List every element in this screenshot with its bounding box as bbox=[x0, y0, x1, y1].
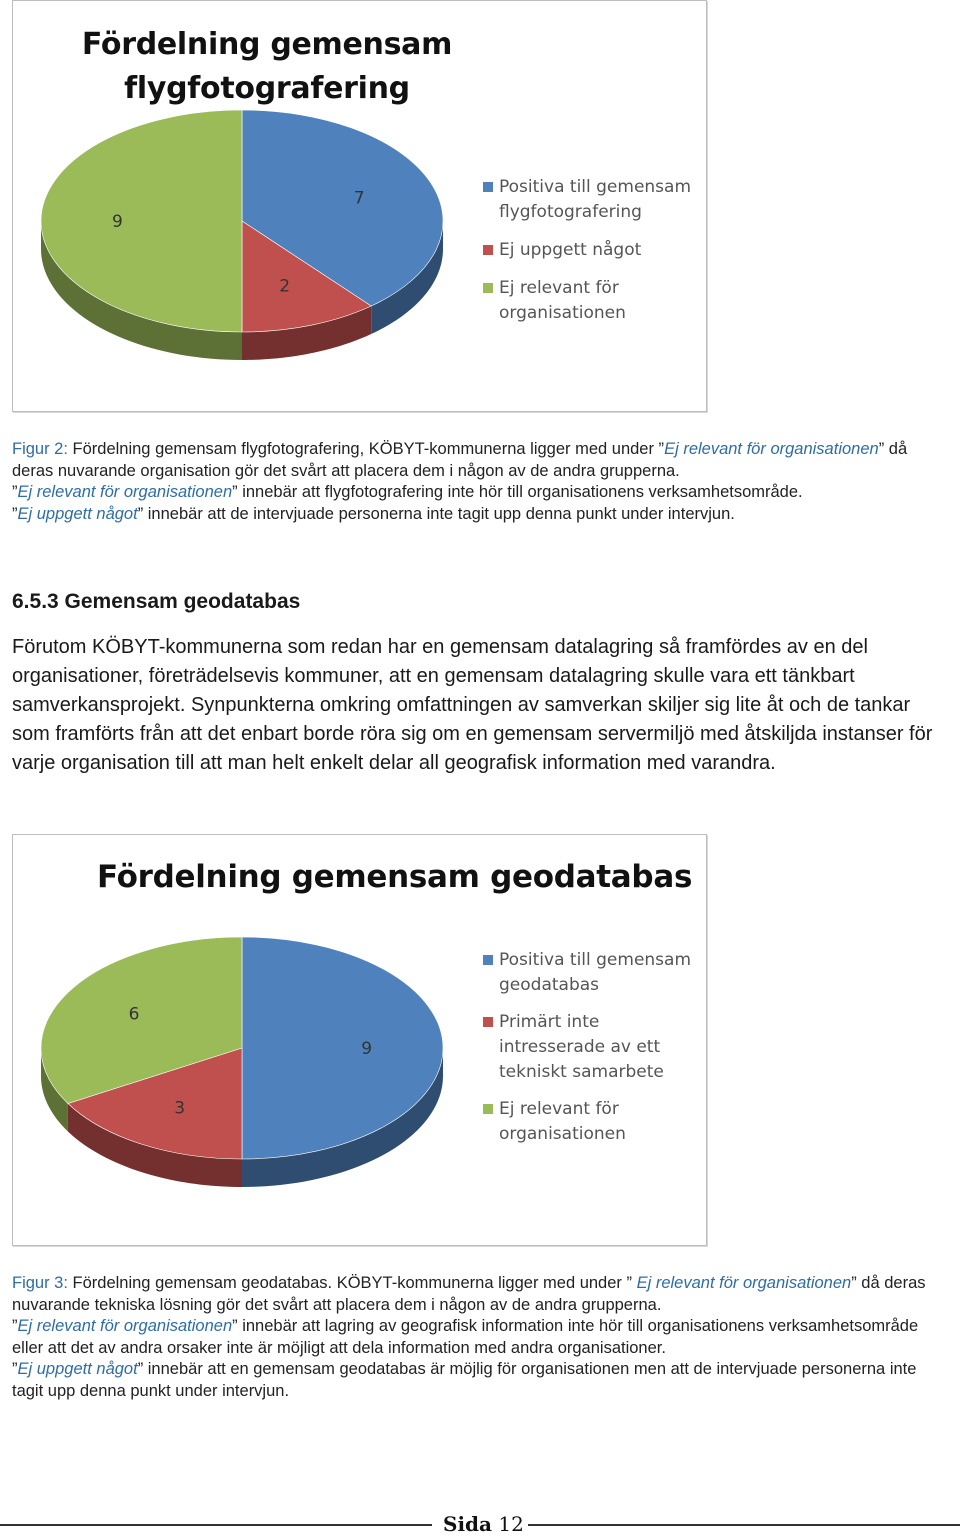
legend-swatch bbox=[483, 182, 493, 192]
pie-data-label: 9 bbox=[361, 1039, 373, 1059]
caption-text: ” bbox=[12, 1360, 18, 1378]
chart-title-line: Fördelning gemensam geodatabas bbox=[97, 859, 693, 895]
legend-item bbox=[483, 175, 691, 225]
caption-text: ” bbox=[12, 1317, 18, 1335]
caption-text: ” innebär att lagring av geografisk information inte hör till organisationens verksamhetsområde eller att det av andra orsaker inte är möjligt att dela information med andra organisationer. bbox=[12, 1317, 919, 1357]
legend-label: flygfotografering bbox=[499, 202, 642, 222]
legend-label: Ej relevant för bbox=[499, 278, 619, 298]
page-number bbox=[443, 1512, 524, 1536]
caption-text: Fördelning gemensam flygfotografering, KÖBYT-kommunerna ligger med under ” bbox=[67, 440, 665, 458]
legend-label: Primärt inte bbox=[499, 1012, 600, 1032]
legend-swatch bbox=[483, 283, 493, 293]
caption-text: ” bbox=[12, 483, 18, 501]
legend-label: organisationen bbox=[499, 1124, 626, 1144]
legend-item bbox=[483, 1097, 691, 1147]
section-body: Förutom KÖBYT-kommunerna som redan har en gemensam datalagring så framfördes av en del organisationer, företrädelsevis kommuner, att en gemensam datalagring skulle vara ett tänkbart samverkansprojekt. Synpunkterna omkring omfattningen av samverkan skiljer sig lite åt och de tankar som framförts från att det enbart borde röra sig om en gemensam servermiljö med åtskiljda instanser för varje organisation till att man helt enkelt delar all geografisk information med varandra. bbox=[12, 636, 933, 774]
chart-legend bbox=[483, 948, 691, 1147]
legend-item bbox=[483, 238, 691, 263]
figure-2-caption bbox=[12, 439, 942, 525]
page-label: Sida bbox=[443, 1512, 492, 1536]
legend-swatch bbox=[483, 1017, 493, 1027]
chart-title-line: flygfotografering bbox=[124, 71, 410, 106]
pie-data-label: 2 bbox=[279, 276, 291, 297]
caption-text: ” då deras nuvarande tekniska lösning gör det svårt att placera dem i någon av de andra grupperna. bbox=[12, 1274, 926, 1314]
caption-emphasis: Ej relevant för organisationen bbox=[17, 483, 233, 501]
footer-rule-right bbox=[528, 1524, 960, 1526]
figure-label: Figur 3: bbox=[12, 1274, 68, 1292]
caption-emphasis: Ej relevant för organisationen bbox=[17, 1317, 233, 1335]
caption-text: ” innebär att en gemensam geodatabas är möjlig för organisationen men att de intervjuade personerna inte tagit upp denna punkt under intervjun. bbox=[12, 1360, 917, 1400]
legend-label: organisationen bbox=[499, 303, 626, 323]
legend-label: Ej relevant för bbox=[499, 1099, 619, 1119]
chart-flygfotografering bbox=[12, 0, 707, 412]
figure-3-caption bbox=[12, 1273, 942, 1402]
legend-item bbox=[483, 948, 691, 998]
caption-text: ” innebär att flygfotografering inte hör till organisationens verksamhetsområde. bbox=[232, 483, 803, 501]
legend-label: intresserade av ett bbox=[499, 1037, 661, 1057]
caption-text: ” innebär att de intervjuade personerna inte tagit upp denna punkt under intervjun. bbox=[137, 504, 735, 523]
pie-data-label: 6 bbox=[128, 1004, 140, 1025]
caption-emphasis: Ej uppgett något bbox=[17, 504, 138, 523]
caption-text: ” bbox=[12, 504, 18, 523]
legend-swatch bbox=[483, 955, 493, 965]
page-number-value: 12 bbox=[498, 1512, 524, 1536]
pie-data-label: 3 bbox=[174, 1098, 186, 1119]
section-heading: 6.5.3 Gemensam geodatabas bbox=[12, 590, 301, 613]
legend-item bbox=[483, 1010, 691, 1085]
legend-label: Ej uppgett något bbox=[499, 240, 642, 260]
caption-text: ” då deras nuvarande organisation gör det svårt att placera dem i någon av de andra grupperna. bbox=[12, 440, 908, 480]
legend-label: geodatabas bbox=[499, 975, 600, 995]
caption-emphasis: Ej uppgett något bbox=[17, 1360, 138, 1378]
chart-geodatabas bbox=[12, 834, 707, 1246]
figure-label: Figur 2: bbox=[12, 440, 68, 458]
legend-item bbox=[483, 276, 691, 326]
chart-legend bbox=[483, 175, 691, 326]
footer-rule-left bbox=[0, 1524, 432, 1526]
caption-text: Fördelning gemensam geodatabas. KÖBYT-kommunerna ligger med under ” bbox=[67, 1274, 637, 1292]
pie-data-label: 9 bbox=[111, 212, 123, 232]
legend-swatch bbox=[483, 245, 493, 255]
legend-swatch bbox=[483, 1104, 493, 1114]
pie-data-label: 7 bbox=[353, 188, 365, 209]
caption-emphasis: Ej relevant för organisationen bbox=[636, 1274, 852, 1292]
chart-title-line: Fördelning gemensam bbox=[81, 27, 453, 62]
legend-label: tekniskt samarbete bbox=[499, 1062, 664, 1082]
caption-emphasis: Ej relevant för organisationen bbox=[664, 440, 879, 458]
legend-label: Positiva till gemensam bbox=[499, 177, 692, 197]
legend-label: Positiva till gemensam bbox=[499, 950, 692, 970]
